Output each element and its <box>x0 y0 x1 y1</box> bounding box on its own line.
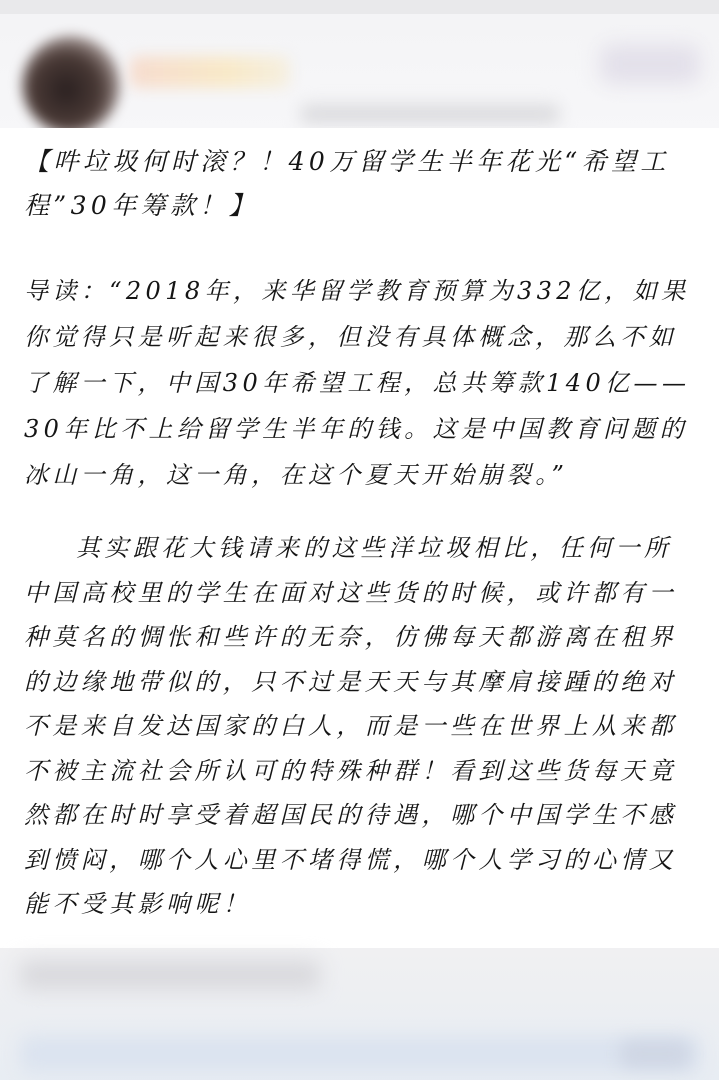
avatar[interactable] <box>22 36 120 134</box>
footer-meta-blurred <box>20 960 320 990</box>
post-header <box>0 14 719 134</box>
status-bar <box>0 0 719 14</box>
footer-action-blurred[interactable] <box>620 1040 690 1068</box>
post-content <box>0 128 719 960</box>
post-title: 【吽垃圾何时滚？！40万留学生半年花光“希望工程”30年筹款！】 <box>24 147 670 220</box>
comment-bar-blurred[interactable] <box>20 1036 700 1072</box>
username-blurred[interactable] <box>130 56 290 88</box>
header-action-blurred[interactable] <box>600 44 700 84</box>
body-paragraph: 其实跟花大钱请来的这些洋垃圾相比，任何一所中国高校里的学生在面对这些货的时候，或许都有一种莫名的惆怅和些许的无奈，仿佛每天都游离在租界的边缘地带似的，只不过是天天与其摩肩接踵的绝对不是来自发达国家的白人，而是一些在世界上从来都不被主流社会所认可的特殊种群！看到这些货每天竟然都在时时享受着超国民的待遇，哪个中国学生不感到愤闷，哪个人心里不堵得慌，哪个人学习的心情又能不受其影响呢！ <box>24 534 678 918</box>
lead-paragraph: 导读：“2018年，来华留学教育预算为332亿，如果你觉得只是听起来很多，但没有具体概念，那么不如了解一下，中国30年希望工程，总共筹款140亿——30年比不上给留学生半年的钱。这是中国教育问题的冰山一角，这一角，在这个夏天开始崩裂。” <box>24 277 691 489</box>
post-meta-blurred <box>300 104 560 124</box>
